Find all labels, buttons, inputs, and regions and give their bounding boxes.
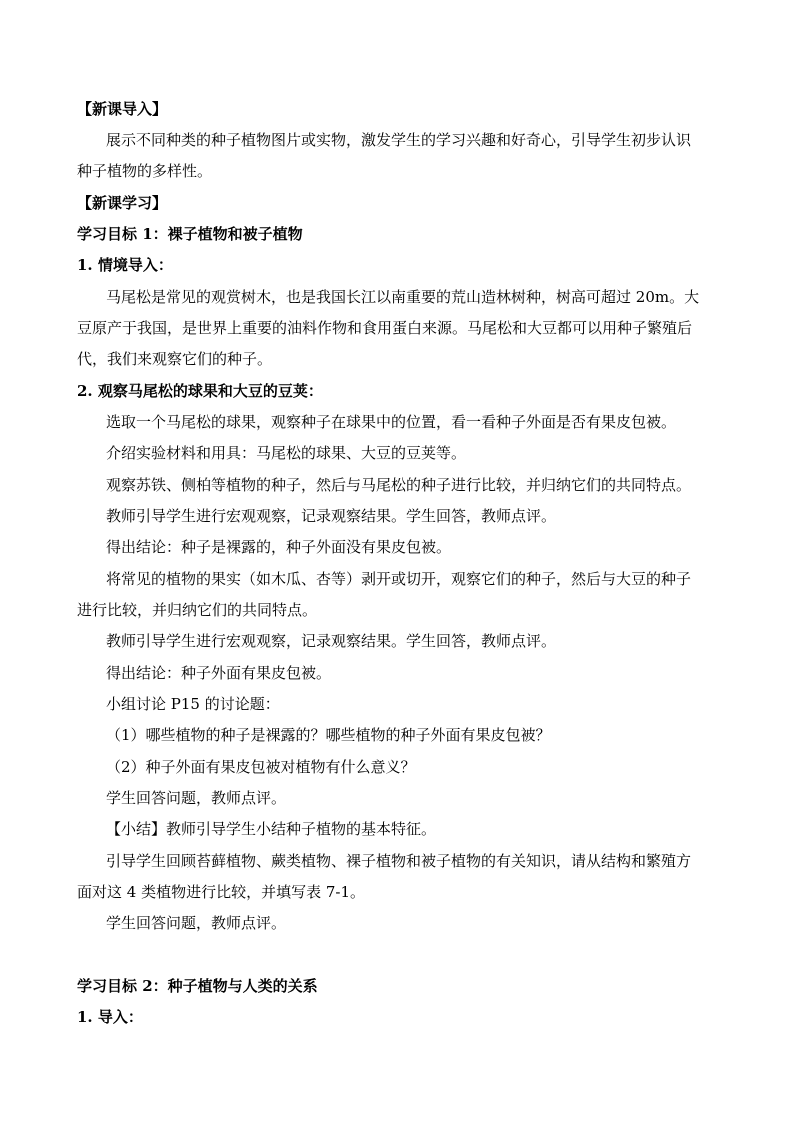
goal-1-step-2-line: 得出结论：种子外面有果皮包被。 bbox=[106, 664, 332, 682]
goal-1-step-2-line: 学生回答问题，教师点评。 bbox=[106, 914, 287, 932]
goal-1-step-2-line: （1）哪些植物的种子是裸露的？哪些植物的种子外面有果皮包被？ bbox=[106, 726, 551, 744]
goal-1-step-2-line: 面对这 4 类植物进行比较，并填写表 7-1。 bbox=[77, 883, 366, 901]
goal-1-step-2-line: 选取一个马尾松的球果，观察种子在球果中的位置，看一看种子外面是否有果皮包被。 bbox=[106, 413, 677, 431]
goal-1-step-2-line: 将常见的植物的果实（如木瓜、杏等）剥开或切开，观察它们的种子，然后与大豆的种子 bbox=[106, 570, 692, 588]
goal-1-step-1-line: 马尾松是常见的观赏树木，也是我国长江以南重要的荒山造林树种，树高可超过 20m。大 bbox=[106, 288, 700, 306]
goal-1-step-1-title: 1. 情境导入： bbox=[77, 256, 173, 274]
goal-1-step-2-line: 小组讨论 P15 的讨论题： bbox=[106, 695, 280, 713]
goal-1-step-2-line: 介绍实验材料和用具：马尾松的球果、大豆的豆荚等。 bbox=[106, 444, 467, 462]
goal-1-step-2-line: （2）种子外面有果皮包被对植物有什么意义？ bbox=[106, 758, 416, 776]
goal-1-step-2-line: 得出结论：种子是裸露的，种子外面没有果皮包被。 bbox=[106, 538, 452, 556]
goal-2-step-1-title: 1. 导入： bbox=[77, 1008, 143, 1026]
goal-1-step-2-line: 【小结】教师引导学生小结种子植物的基本特征。 bbox=[106, 820, 437, 838]
goal-1-step-2-line: 进行比较，并归纳它们的共同特点。 bbox=[77, 601, 318, 619]
intro-paragraph-line-1: 展示不同种类的种子植物图片或实物，激发学生的学习兴趣和好奇心，引导学生初步认识 bbox=[106, 131, 692, 149]
goal-1-step-2-line: 引导学生回顾苔藓植物、蕨类植物、裸子植物和被子植物的有关知识，请从结构和繁殖方 bbox=[106, 852, 692, 870]
goal-1-step-1-line: 代，我们来观察它们的种子。 bbox=[77, 350, 273, 368]
goal-1-step-1-line: 豆原产于我国，是世界上重要的油料作物和食用蛋白来源。马尾松和大豆都可以用种子繁殖后 bbox=[77, 319, 693, 337]
section-heading-study: 【新课学习】 bbox=[77, 194, 168, 212]
goal-1-title: 学习目标 1：裸子植物和被子植物 bbox=[77, 225, 303, 243]
goal-1-step-2-line: 学生回答问题，教师点评。 bbox=[106, 789, 287, 807]
goal-1-step-2-line: 教师引导学生进行宏观观察，记录观察结果。学生回答，教师点评。 bbox=[106, 632, 557, 650]
goal-1-step-2-line: 观察苏铁、侧柏等植物的种子，然后与马尾松的种子进行比较，并归纳它们的共同特点。 bbox=[106, 476, 692, 494]
goal-1-step-2-title: 2. 观察马尾松的球果和大豆的豆荚： bbox=[77, 382, 323, 400]
goal-2-title: 学习目标 2：种子植物与人类的关系 bbox=[77, 977, 318, 995]
section-heading-intro: 【新课导入】 bbox=[77, 100, 168, 118]
intro-paragraph-line-2: 种子植物的多样性。 bbox=[77, 162, 213, 180]
goal-1-step-2-line: 教师引导学生进行宏观观察，记录观察结果。学生回答，教师点评。 bbox=[106, 507, 557, 525]
